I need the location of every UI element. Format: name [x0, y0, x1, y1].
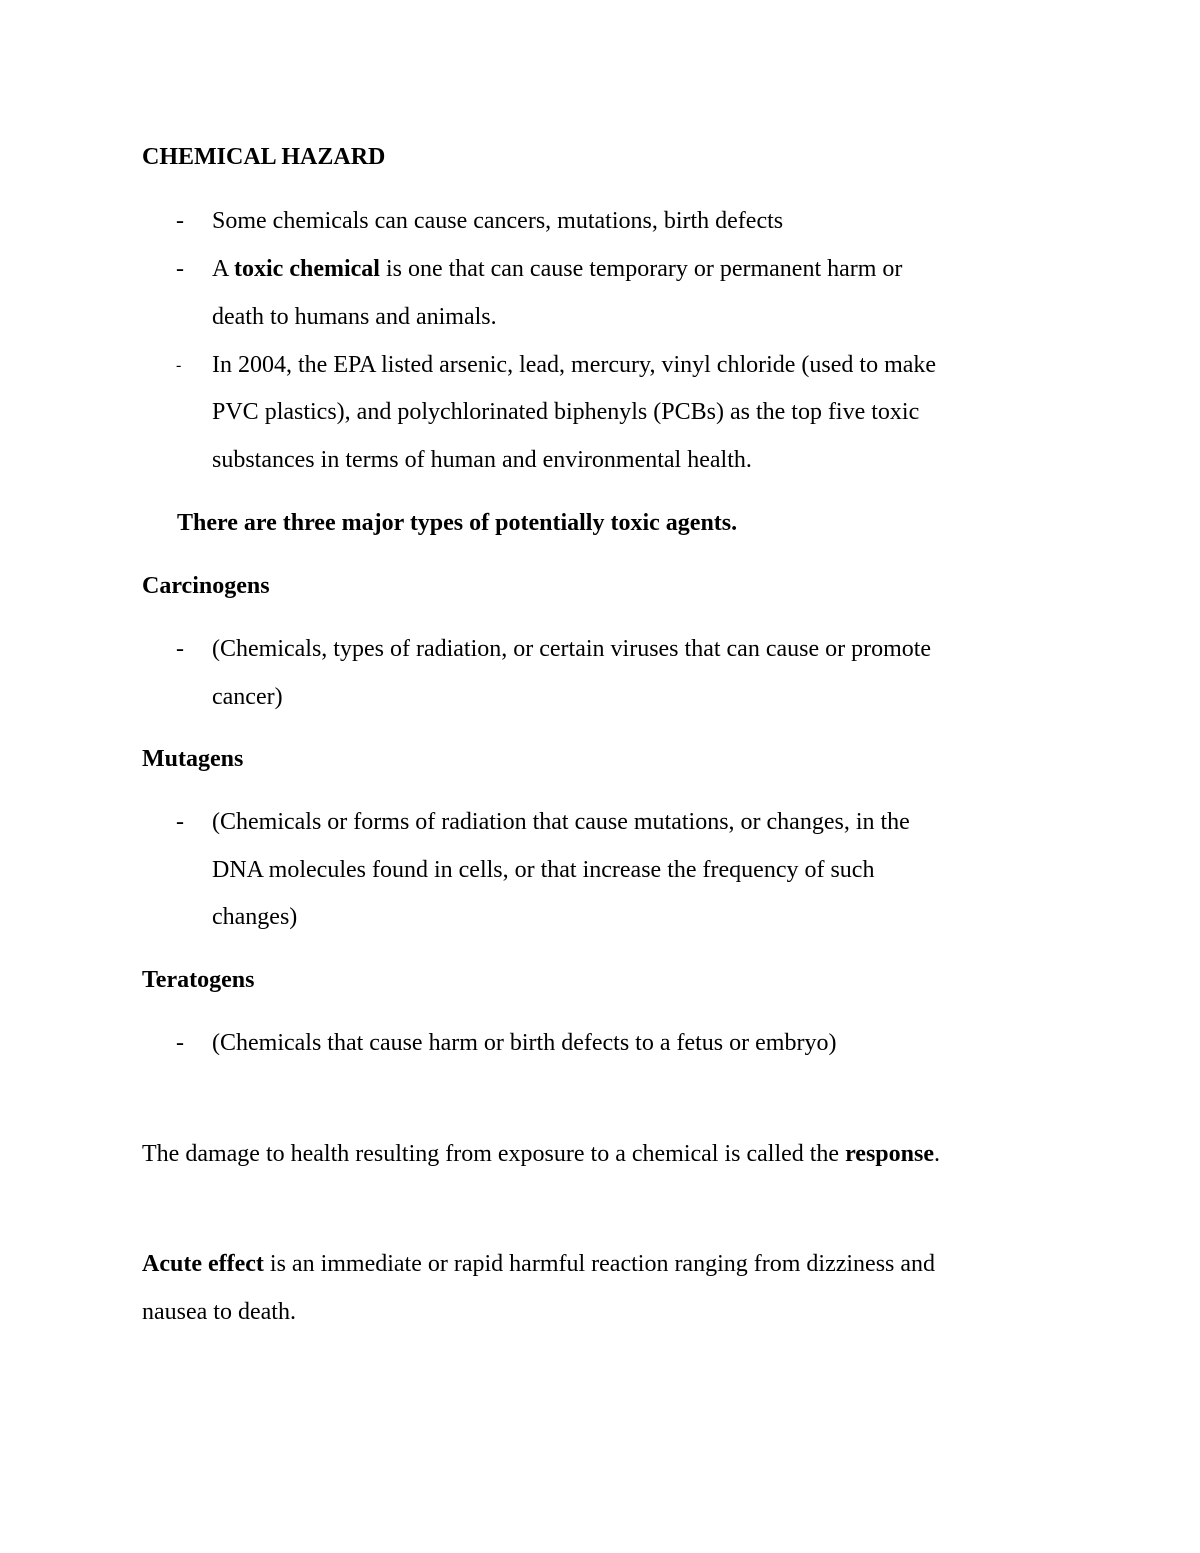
heading-carcinogens: Carcinogens [142, 573, 270, 599]
text-run: death to humans and animals. [212, 304, 497, 330]
text-run: substances in terms of human and environmental health. [212, 447, 752, 473]
heading-teratogens: Teratogens [142, 967, 255, 993]
text-run: In 2004, the EPA listed arsenic, lead, mercury, vinyl chloride (used to make [212, 352, 937, 378]
bullet-text-continuation [212, 302, 497, 332]
bullet-text-continuation [212, 445, 752, 475]
mutagens-definition: (Chemicals or forms of radiation that cause mutations, or changes, in the [212, 809, 910, 835]
term-toxic-chemical: toxic chemical [234, 256, 380, 282]
document-title: CHEMICAL HAZARD [142, 144, 386, 170]
text-run: The damage to health resulting from exposure to a chemical is called the [142, 1141, 846, 1167]
carcinogens-definition: (Chemicals, types of radiation, or certain viruses that can cause or promote [212, 636, 932, 662]
acute-effect-paragraph [142, 1249, 935, 1279]
teratogens-definition: (Chemicals that cause harm or birth defects to a fetus or embryo) [212, 1030, 837, 1056]
response-paragraph [142, 1139, 940, 1169]
bullet-dash: - [176, 208, 184, 234]
bullet-dash: - [176, 256, 184, 282]
term-acute-effect: Acute effect [142, 1251, 264, 1277]
acute-effect-paragraph-continuation: nausea to death. [142, 1299, 296, 1325]
text-run: . [933, 1141, 940, 1167]
text-run: is an immediate or rapid harmful reaction ranging from dizziness and [263, 1251, 936, 1277]
text-run: A [212, 256, 235, 282]
mutagens-definition-continuation: changes) [212, 904, 298, 930]
term-response: response [845, 1141, 934, 1167]
text-run: Some chemicals can cause cancers, mutations, birth defects [212, 208, 784, 234]
bullet-text [212, 206, 783, 236]
bullet-text [212, 254, 902, 284]
bullet-dash: - [176, 636, 184, 662]
types-intro: There are three major types of potentially toxic agents. [177, 510, 738, 536]
bullet-text-continuation [212, 397, 919, 427]
carcinogens-definition-continuation: cancer) [212, 684, 283, 710]
text-run: is one that can cause temporary or permanent harm or [379, 256, 903, 282]
bullet-text [212, 350, 936, 380]
bullet-dash: - [176, 1030, 184, 1056]
heading-mutagens: Mutagens [142, 746, 244, 772]
mutagens-definition-continuation: DNA molecules found in cells, or that increase the frequency of such [212, 857, 875, 883]
text-run: PVC plastics), and polychlorinated biphenyls (PCBs) as the top five toxic [212, 399, 920, 425]
bullet-dash: - [176, 809, 184, 835]
bullet-dash: - [176, 357, 182, 374]
